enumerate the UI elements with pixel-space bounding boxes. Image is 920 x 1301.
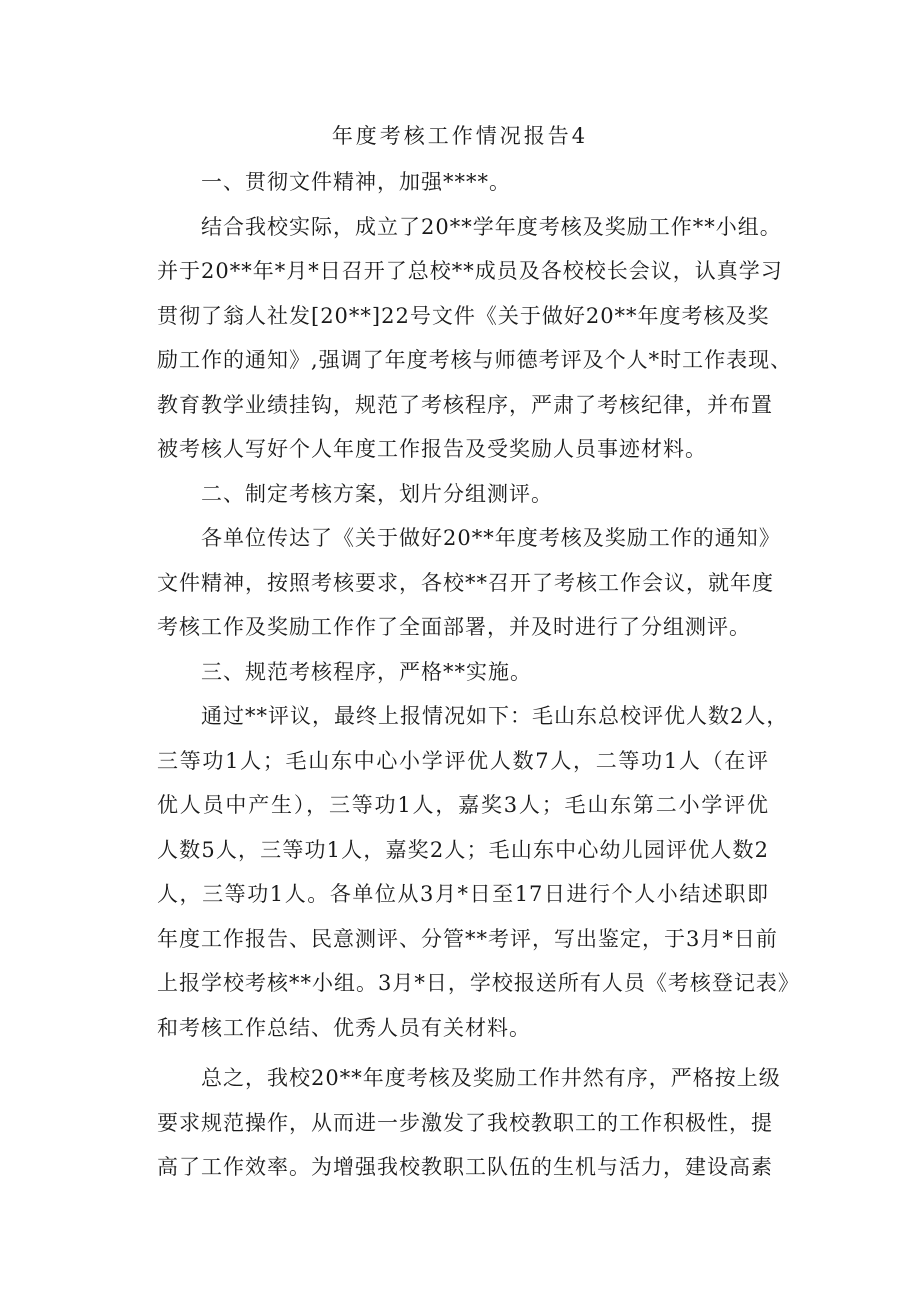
section-3-line: 三等功1人；毛山东中心小学评优人数7人，二等功1人（在评 [157,748,769,773]
section-3-line: 和考核工作总结、优秀人员有关材料。 [157,1015,531,1040]
section-1-line: 结合我校实际，成立了20**学年度考核及奖励工作**小组。 [201,214,782,239]
section-3-line: 优人员中产生），三等功1人，嘉奖3人；毛山东第二小学评优 [157,793,769,817]
section-1-line: 并于20**年*月*日召开了总校**成员及各校校长会议，认真学习 [157,259,783,283]
document-title: 年度考核工作情况报告4 [331,124,589,148]
section-1-line: 教育教学业绩挂钩，规范了考核程序，严肃了考核纪律，并布置 [157,392,773,417]
section-3-line: 通过**评议，最终上报情况如下：毛山东总校评优人数2人， [201,704,789,728]
section-1-line: 励工作的通知》,强调了年度考核与师德考评及个人*时工作表现、 [157,348,793,372]
section-3-line: 年度工作报告、民意测评、分管**考评，写出鉴定，于3月*日前 [157,926,778,951]
section-2-heading: 二、制定考核方案，划片分组测评。 [201,481,553,506]
section-1-line: 贯彻了翁人社发[20**]22号文件《关于做好20**年度考核及奖 [157,303,770,328]
section-3-line: 人，三等功1人。各单位从3月*日至17日进行个人小结述职即 [157,882,769,906]
section-1-heading: 一、贯彻文件精神，加强****。 [201,170,511,194]
section-3-line: 上报学校考核**小组。3月*日，学校报送所有人员《考核登记表》 [157,971,800,995]
conclusion-line: 要求规范操作，从而进一步激发了我校教职工的工作积极性，提 [157,1110,773,1135]
conclusion-line: 总之，我校20**年度考核及奖励工作井然有序，严格按上级 [201,1066,781,1090]
section-2-line: 各单位传达了《关于做好20**年度考核及奖励工作的通知》 [201,526,781,550]
section-2-line: 考核工作及奖励工作作了全面部署，并及时进行了分组测评。 [157,615,751,639]
section-2-line: 文件精神，按照考核要求，各校**召开了考核工作会议，就年度 [157,570,774,595]
section-3-line: 人数5人，三等功1人，嘉奖2人；毛山东中心幼儿园评优人数2 [157,837,769,862]
document-body [157,160,800,1190]
section-3-heading: 三、规范考核程序，严格**实施。 [201,659,532,684]
section-1-line: 被考核人写好个人年度工作报告及受奖励人员事迹材料。 [157,437,707,461]
conclusion-line: 高了工作效率。为增强我校教职工队伍的生机与活力，建设高素 [157,1155,773,1179]
